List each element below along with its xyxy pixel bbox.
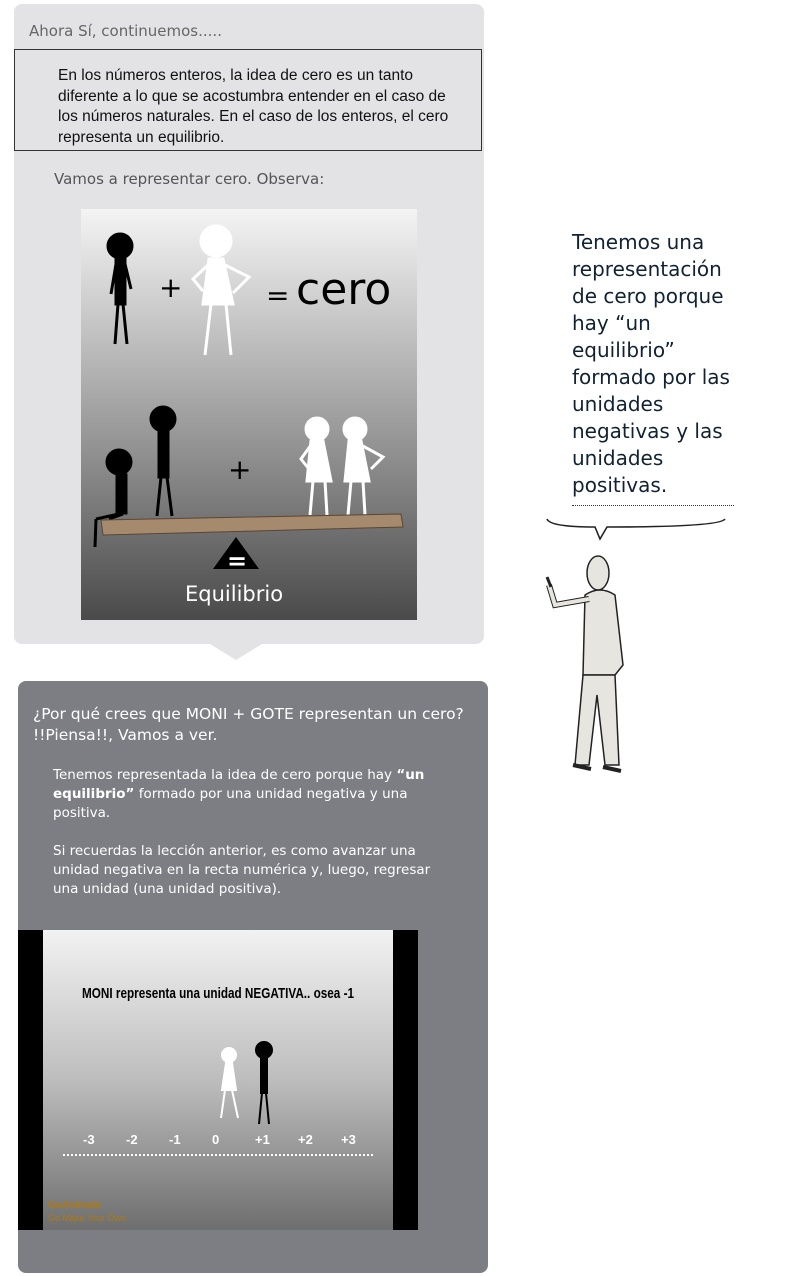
explanation-paragraph-2: Si recuerdas la lección anterior, es como avanzar una unidad negativa en la recta numérica y, luego, regresar una unidad (una unidad positiva).: [53, 843, 431, 897]
intro-text: En los números enteros, la idea de cero es un tanto diferente a lo que se acostumbra entender en el caso de los números naturales. En el caso de los enteros, el cero representa un equilibrio.: [58, 67, 449, 146]
number-line-tick-label: -2: [126, 1132, 138, 1147]
equilibrio-emphasis: “un equilibrio”: [53, 767, 425, 802]
question-text: ¿Por qué crees que MONI + GOTE representan un cero? !!Piensa!!, Vamos a ver.: [33, 705, 464, 744]
number-line-tick-label: +3: [341, 1132, 356, 1147]
number-line-tick-label: +2: [298, 1132, 313, 1147]
equilibrio-label: Equilibrio: [185, 582, 284, 606]
number-line-tick-label: -3: [83, 1132, 95, 1147]
intro-box: [14, 49, 482, 151]
observe-text: Vamos a representar cero. Observa:: [54, 170, 325, 188]
number-line-tick-label: -1: [169, 1132, 181, 1147]
fulcrum-equals: =: [227, 547, 248, 575]
caption-divider: [572, 505, 734, 506]
number-line-tick-label: +1: [255, 1132, 270, 1147]
speech-pointer: [210, 644, 262, 660]
video-title: MONI representa una unidad NEGATIVA.. osea -1: [82, 985, 354, 1002]
explanation-paragraph-1: [53, 766, 458, 823]
video-watermark-tagline: Go Make Your Own: [48, 1213, 127, 1223]
equals-sign-top: =: [266, 279, 290, 312]
video-frame[interactable]: [18, 930, 418, 1230]
side-caption: Tenemos una representación de cero porque hay “un equilibrio” formado por las unidades negativas y las unidades positivas.: [572, 230, 730, 497]
plus-sign-bottom: +: [228, 453, 252, 486]
explanation-text-end: formado por una unidad negativa y una positiva.: [53, 786, 408, 821]
number-line-tick-label: 0: [212, 1132, 220, 1147]
cero-label: cero: [296, 264, 392, 315]
speaker-figure: [535, 515, 735, 780]
section-heading: Ahora Sí, continuemos.....: [29, 22, 222, 40]
explanation-text-start: Tenemos representada la idea de cero porque hay: [53, 767, 397, 783]
video-watermark-brand: GoAnimate: [48, 1200, 102, 1211]
plus-sign-top: +: [159, 271, 183, 304]
zero-illustration: [81, 209, 417, 620]
